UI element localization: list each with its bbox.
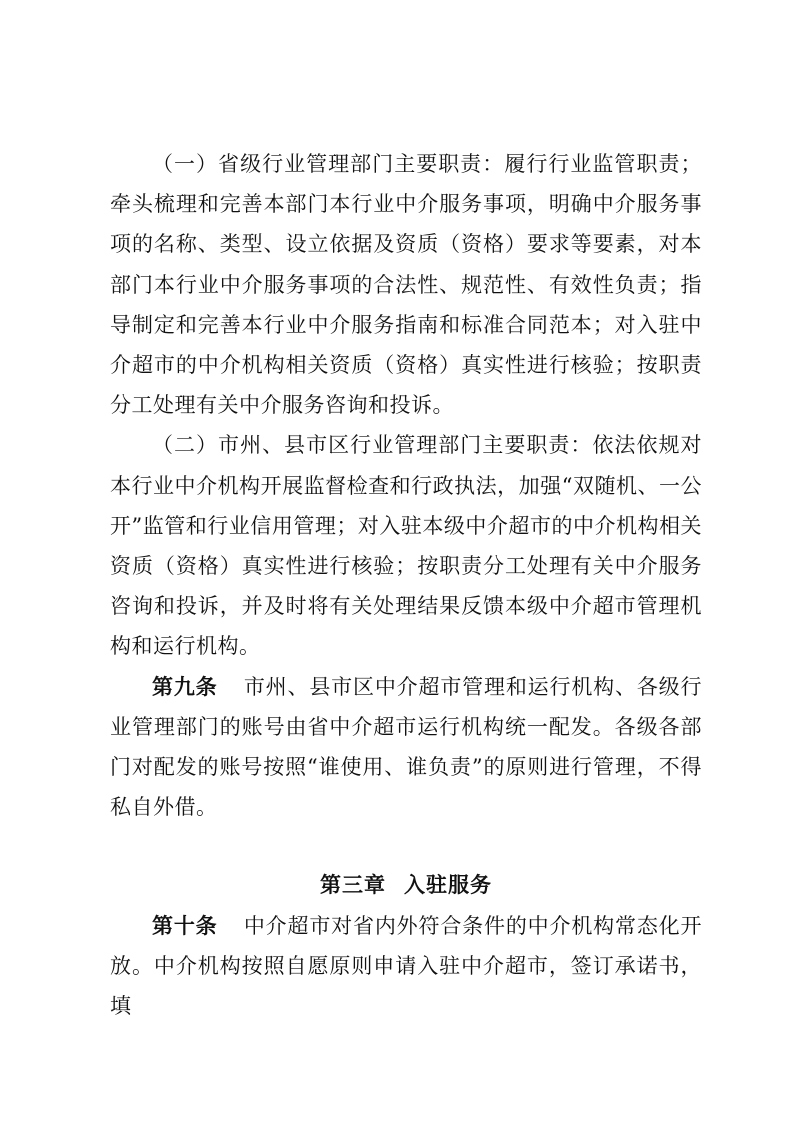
- chapter-heading: [110, 827, 702, 905]
- article-9-text: 市州、县市区中介超市管理和运行机构、各级行业管理部门的账号由省中介超市运行机构统一配发。各级各部门对配发的账号按照“谁使用、谁负责”的原则进行管理，不得私自外借。: [110, 674, 702, 820]
- document-body: [110, 144, 702, 1026]
- paragraph-provincial-duties: （一）省级行业管理部门主要职责：履行行业监管职责；牵头梳理和完善本部门本行业中介服务事项，明确中介服务事项的名称、类型、设立依据及资质（资格）要求等要素，对本部门本行业中介服务事项的合法性、规范性、有效性负责；指导制定和完善本行业中介服务指南和标准合同范本；对入驻中介超市的中介机构相关资质（资格）真实性进行核验；按职责分工处理有关中介服务咨询和投诉。: [110, 152, 702, 418]
- chapter-number: 第三章: [320, 873, 386, 898]
- article-10-label: 第十条: [152, 913, 218, 938]
- chapter-title: 入驻服务: [404, 873, 492, 898]
- article-10: [110, 906, 702, 1027]
- article-9: [110, 667, 702, 828]
- paragraph-municipal-duties: （二）市州、县市区行业管理部门主要职责：依法依规对本行业中介机构开展监督检查和行政执法，加强“双随机、一公开”监管和行业信用管理；对入驻本级中介超市的中介机构相关资质（资格）真实性进行核验；按职责分工处理有关中介服务咨询和投诉，并及时将有关处理结果反馈本级中介超市管理机构和运行机构。: [110, 433, 702, 659]
- article-9-label: 第九条: [152, 674, 218, 699]
- article-10-text: 中介超市对省内外符合条件的中介机构常态化开放。中介机构按照自愿原则申请入驻中介超市，签订承诺书，填: [110, 913, 702, 1019]
